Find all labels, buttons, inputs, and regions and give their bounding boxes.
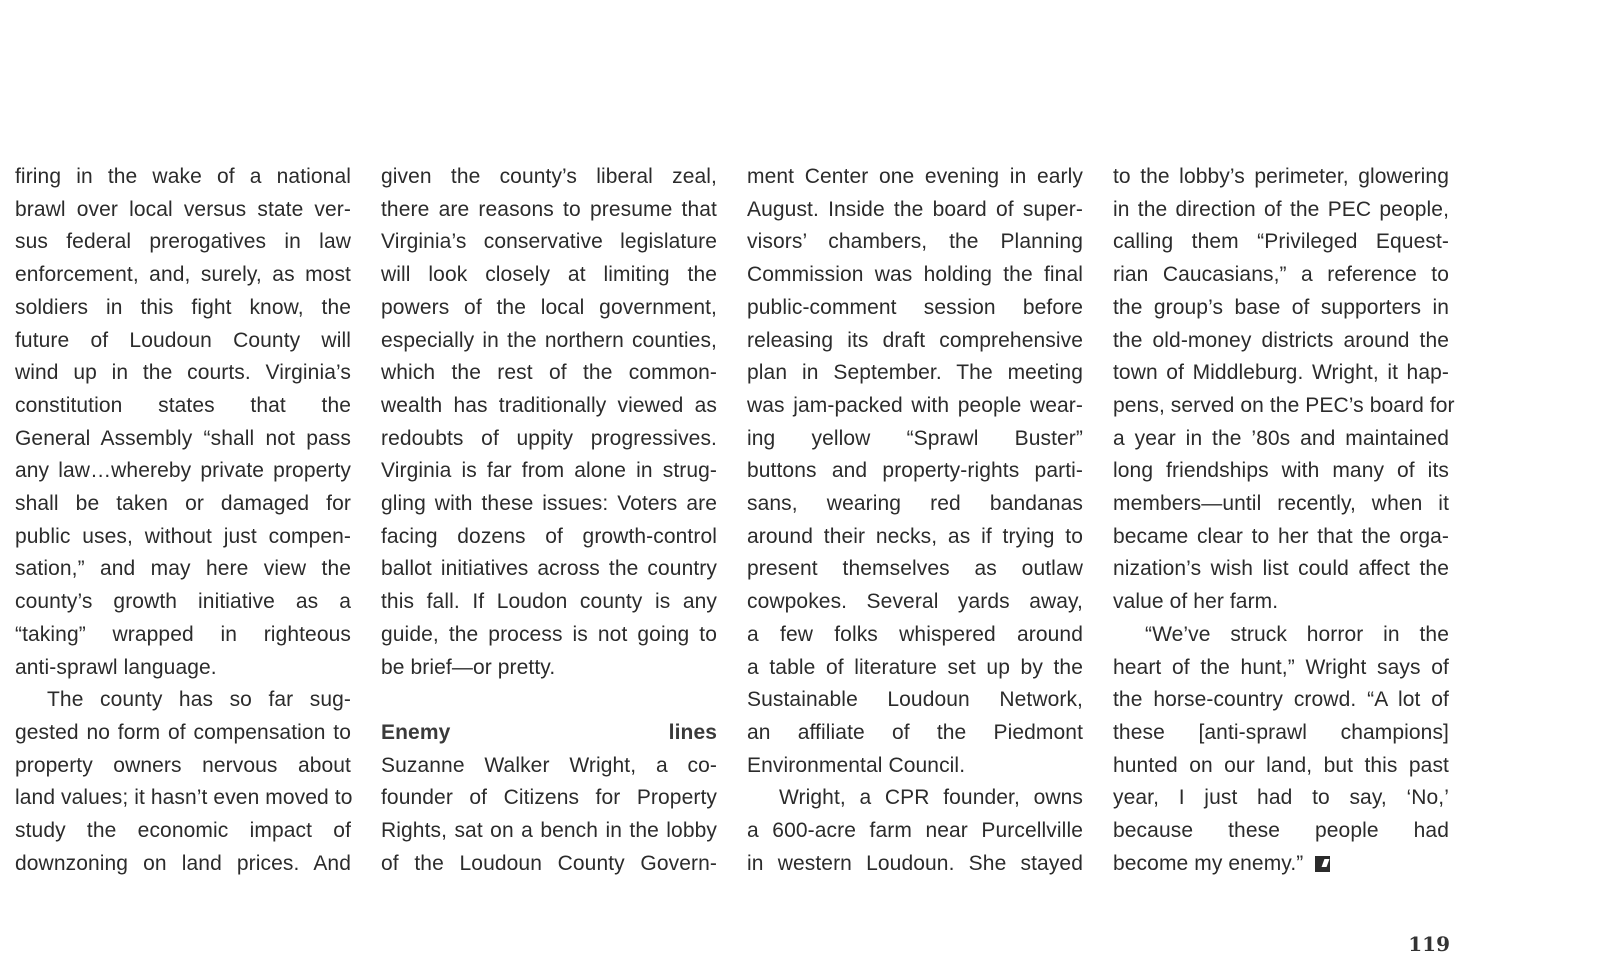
text-line: General Assembly “shall not pass: [15, 426, 351, 450]
text-line: especially in the northern counties,: [381, 328, 717, 352]
text-line: a 600-acre farm near Purcellville: [747, 819, 1083, 843]
text-line: land values; it hasn’t even moved to: [15, 786, 353, 810]
text-line: became clear to her that the orga-: [1113, 524, 1449, 548]
text-line: a few folks whispered around: [747, 622, 1083, 646]
text-line: nization’s wish list could affect the: [1113, 557, 1449, 581]
section-heading: Enemy lines: [381, 720, 717, 744]
text-line: long friendships with many of its: [1113, 459, 1449, 483]
text-line-final: [1113, 848, 1449, 881]
text-line: to the lobby’s perimeter, glowering: [1113, 165, 1449, 188]
text-column-4: [1113, 161, 1455, 880]
text-line: releasing its draft comprehensive: [747, 328, 1083, 352]
page-number: 119: [1408, 932, 1450, 956]
text-column-1: [15, 161, 351, 880]
text-line: hunted on our land, but this past: [1113, 753, 1449, 777]
text-line: Rights, sat on a bench in the lobby: [381, 819, 717, 843]
text-line: this fall. If Loudon county is any: [381, 590, 717, 614]
text-line: constitution states that the: [15, 393, 351, 417]
text-line: sation,” and may here view the: [15, 557, 351, 581]
text-line: public-comment session before: [747, 295, 1083, 319]
text-line: will look closely at limiting the: [381, 263, 717, 287]
text-line: given the county’s liberal zeal,: [381, 165, 717, 188]
text-line: downzoning on land prices. And: [15, 851, 351, 875]
text-line: brawl over local versus state ver-: [15, 197, 351, 221]
text-line: property owners nervous about: [15, 753, 351, 777]
text-line: heart of the hunt,” Wright says of: [1113, 655, 1449, 679]
text-line: study the economic impact of: [15, 819, 351, 843]
text-line: any law…whereby private property: [15, 459, 351, 483]
text-line: Virginia is far from alone in strug-: [381, 459, 717, 483]
text-line: firing in the wake of a national: [15, 165, 351, 188]
text-line: in western Loudoun. She stayed: [747, 851, 1083, 875]
text-line: pens, served on the PEC’s board for: [1113, 393, 1455, 417]
text-line: anti-sprawl language.: [15, 655, 217, 679]
text-line: Suzanne Walker Wright, a co-: [381, 753, 717, 777]
text-line: redoubts of uppity progressives.: [381, 426, 717, 450]
text-line: calling them “Privileged Equest-: [1113, 230, 1449, 254]
text-line: public uses, without just compen-: [15, 524, 351, 548]
text-line: August. Inside the board of super-: [747, 197, 1083, 221]
text-line: rian Caucasians,” a reference to: [1113, 263, 1449, 287]
text-line: “taking” wrapped in righteous: [15, 622, 351, 646]
text-line: sus federal prerogatives in law: [15, 230, 351, 254]
text-line: the group’s base of supporters in: [1113, 295, 1449, 319]
text-line: a table of literature set up by the: [747, 655, 1083, 679]
text-line: a year in the ’80s and maintained: [1113, 426, 1449, 450]
text-line: future of Loudoun County will: [15, 328, 351, 352]
text-line: founder of Citizens for Property: [381, 786, 717, 810]
text-line: cowpokes. Several yards away,: [747, 590, 1083, 614]
text-line: The county has so far sug-: [47, 688, 351, 712]
text-line: value of her farm.: [1113, 590, 1279, 614]
text-line: ment Center one evening in early: [747, 165, 1083, 188]
text-line: these [anti-sprawl champions]: [1113, 720, 1449, 744]
text-line: shall be taken or damaged for: [15, 492, 351, 516]
text-line: the horse-country crowd. “A lot of: [1113, 688, 1449, 712]
text-line: powers of the local government,: [381, 295, 717, 319]
text-line: because these people had: [1113, 819, 1449, 843]
text-line: “We’ve struck horror in the: [1145, 622, 1449, 646]
text-line: Sustainable Loudoun Network,: [747, 688, 1083, 712]
text-line: present themselves as outlaw: [747, 557, 1083, 581]
text-line: be brief—or pretty.: [381, 655, 556, 679]
text-line: ballot initiatives across the country: [381, 557, 717, 581]
text-line: sans, wearing red bandanas: [747, 492, 1083, 516]
text-line: soldiers in this fight know, the: [15, 295, 351, 319]
text-line: Virginia’s conservative legislature: [381, 230, 717, 254]
text-line: town of Middleburg. Wright, it hap-: [1113, 361, 1449, 385]
text-line: guide, the process is not going to: [381, 622, 717, 646]
text-line: which the rest of the common-: [381, 361, 717, 385]
section-spacer: [381, 684, 717, 717]
text-line: ing yellow “Sprawl Buster”: [747, 426, 1083, 450]
text-line: buttons and property-rights parti-: [747, 459, 1083, 483]
text-line: wind up in the courts. Virginia’s: [15, 361, 351, 385]
text-column-2: [381, 161, 717, 880]
text-line: in the direction of the PEC people,: [1113, 197, 1449, 221]
text-line: Commission was holding the final: [747, 263, 1083, 287]
text-line: gested no form of compensation to: [15, 720, 351, 744]
text-line: county’s growth initiative as a: [15, 590, 351, 614]
text-line: facing dozens of growth-control: [381, 524, 717, 548]
text-line: was jam-packed with people wear-: [747, 393, 1083, 417]
text-line: wealth has traditionally viewed as: [381, 393, 717, 417]
text-line: year, I just had to say, ‘No,’: [1113, 786, 1449, 810]
text-line: there are reasons to presume that: [381, 197, 717, 221]
text-line: Environmental Council.: [747, 753, 966, 777]
text-line: around their necks, as if trying to: [747, 524, 1083, 548]
text-line: an affiliate of the Piedmont: [747, 720, 1083, 744]
text-line: the old-money districts around the: [1113, 328, 1449, 352]
text-line: visors’ chambers, the Planning: [747, 230, 1083, 254]
text-line: members—until recently, when it: [1113, 492, 1449, 516]
text-line: gling with these issues: Voters are: [381, 492, 717, 516]
text-line: Wright, a CPR founder, owns: [779, 786, 1083, 810]
text-column-3: [747, 161, 1083, 880]
text-line: plan in September. The meeting: [747, 361, 1083, 385]
text-line: enforcement, and, surely, as most: [15, 263, 351, 287]
text-line: of the Loudoun County Govern-: [381, 851, 717, 875]
text-line-final-text: become my enemy.”: [1113, 851, 1304, 875]
end-of-article-icon: [1315, 856, 1330, 872]
